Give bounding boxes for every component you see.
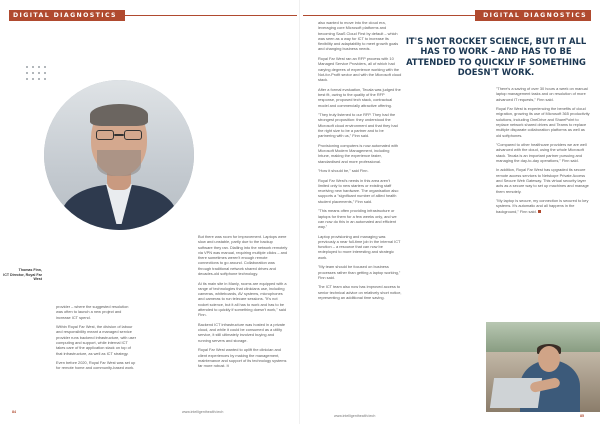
paragraph: Even before 2020, Royal Far West was set up for remote home and community-based work. (56, 360, 136, 371)
section-banner-left: DIGITAL DIAGNOSTICS (9, 10, 125, 21)
paragraph: Provisioning computers is now automated with Microsoft Modern Management, including Intune, making the experience faster, standardised and more professional. (318, 142, 399, 164)
footer-left (12, 410, 288, 414)
paragraph: Laptop provisioning and managing was previously a near full-time job in the internal ICT function – a resource that can now be redeployed to more interesting and strategic work. (318, 233, 401, 260)
paragraph: provider – where the suggested resolution was often to launch a new project and increase ICT spend. (56, 304, 129, 320)
paragraph (496, 198, 590, 214)
right-column-1 (318, 20, 402, 304)
paragraph: In addition, Royal Far West has upgraded its secure remote access services to Netskope Private Access and Secure Web Gateway. This virtual security layer acts as a secure way to set up machines and manage them remotely. (496, 167, 589, 194)
page-number: 84 (12, 410, 16, 414)
caption-name: Thomas Finn, (18, 268, 42, 272)
paragraph: Backend ICT infrastructure was hosted in a private cloud, and while it could be consumed as a utility service, it still ultimately involved buying and running servers and storage. (198, 321, 286, 343)
footer-url: www.intelligenthealth.tech (334, 414, 376, 418)
right-page (300, 0, 600, 424)
paragraph: Within Royal Far West, the division of labour and responsibility meant a managed service provider runs backend infrastructure, with user computing and support, while internal ICT takes care of the application stack on top of that infrastructure, as well as ICT strategy. (56, 324, 137, 356)
page-number: 85 (580, 414, 584, 418)
paragraph: "Compared to other healthcare providers we are well advanced with the cloud, using the whole Microsoft stack. Tecala is an important partner pursuing and managing the day-to-day operations," Finn said. (496, 142, 587, 163)
paragraph-text: "My laptop is secure, my connection is secured to key systems. It's automatic and all happens in the background," Finn said. (496, 198, 589, 214)
paragraph: also wanted to move into the cloud era, leveraging core Microsoft platforms and becoming SaaS Cloud First by default – which was seen as a way for ICT to increase its flexibility and adaptability to meet growth goals and changing business needs. (318, 20, 399, 52)
portrait-photo (44, 80, 194, 230)
paragraph: Royal Far West ran an RFP process with 10 Managed Service Providers, all of which had varying degrees of experience working with the Not-for-Profit sector and with the Microsoft cloud stack. (318, 55, 402, 83)
paragraph: "My team should be focused on business processes rather than getting a laptop working," Finn said. (318, 264, 401, 280)
pull-quote: IT'S NOT ROCKET SCIENCE, BUT IT ALL HAS TO WORK – AND HAS TO BE ATTENDED TO QUICKLY IF SOMETHING DOESN'T WORK. (405, 36, 587, 78)
footer-url: www.intelligenthealth.tech (182, 410, 224, 414)
paragraph: "There's a saving of over 30 hours a week on manual laptop management tasks and on resolution of more advanced IT requests," Finn said. (496, 86, 588, 102)
paragraph: But there was room for improvement. Laptops were slow and unstable, partly due to the backup software they ran. Dialling into the network remotely via VPN was manual, requiring multiple clicks – and there sometimes weren't enough remote connections to go around. Collaboration was through traditional network shared drives and decades-old softphone technology. (198, 234, 288, 277)
paragraph: Royal Far West's needs in this area aren't limited only to new starters or existing staff receiving new hardware. The organisation also supports a "significant number of allied health student placements," Finn said. (318, 177, 399, 204)
photo-caption (2, 268, 42, 282)
paragraph: "This means often providing infrastructure or laptops for them for a few weeks only, and we can now do this in an automated and efficient way." (318, 208, 397, 230)
right-column-2 (496, 86, 590, 218)
section-banner-right: DIGITAL DIAGNOSTICS (475, 10, 591, 21)
paragraph: After a formal evaluation, Tecala was judged the best fit, owing to the quality of the RFP response, proposed tech stack, contractual model and commercially attractive offering. (318, 86, 401, 108)
paragraph: Royal Far West is experiencing the benefits of cloud migration, growing its use of Microsoft 365 productivity solutions, including OneDrive and SharePoint to replace network shared drives and Teams to replace multiple disparate collaboration platforms as well as old softphones. (496, 106, 590, 138)
paragraph: "They truly listened to our RFP. They had the strongest proposition: they understood the Microsoft cloud environment and that they had the right size to be a partner and to be partnering with us," Finn said. (318, 112, 398, 139)
paragraph: Royal Far West wanted to uplift the clinician and client experiences by making the management, maintenance and support of its technology systems far more robust. It (198, 347, 287, 369)
paragraph: "How it should be," said Finn. (318, 168, 369, 174)
paragraph: At its main site in Manly, rooms are equipped with a range of technologies that clinicians use, including cameras, whiteboards, AV systems, microphones and cameras to run telecare sessions. "It's not rocket science, but it all has to work and has to be attended to quickly if something doesn't work," said Finn. (198, 280, 287, 318)
caption-role: ICT Director, Royal Far West (3, 272, 42, 282)
end-mark-icon (538, 210, 541, 213)
clinician-laptop-photo (486, 322, 600, 412)
left-column-1 (56, 304, 136, 375)
paragraph: The ICT team also now has improved access to senior technical advice on relatively short notice, representing an additional time saving. (318, 284, 402, 300)
left-column-2 (198, 234, 288, 373)
